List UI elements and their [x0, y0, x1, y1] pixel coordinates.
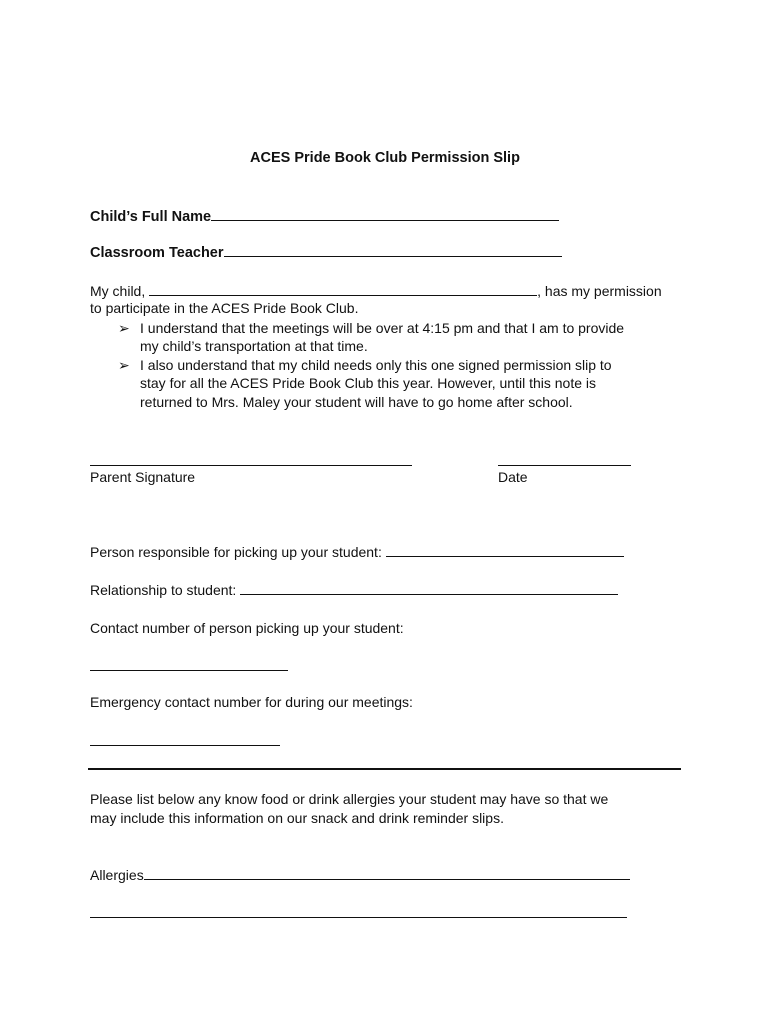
bullet-1-line-1: I understand that the meetings will be over at 4:15 pm and that I am to provide	[140, 320, 625, 336]
bullet-2-line-2: stay for all the ACES Pride Book Club this year. However, until this note is	[140, 375, 596, 391]
teacher-label: Classroom Teacher	[90, 245, 224, 261]
allergy-note-line-2: may include this information on our snack and drink reminder slips.	[90, 810, 504, 826]
allergies-field[interactable]	[144, 866, 630, 880]
pickup-row	[90, 543, 624, 560]
allergies-row	[90, 866, 630, 883]
signature-label: Parent Signature	[90, 469, 196, 485]
allergies-label: Allergies	[90, 867, 144, 883]
allergy-note-line-1: Please list below any know food or drink allergies your student may have so that we	[90, 791, 609, 807]
bullet-2-line-1: I also understand that my child needs only this one signed permission slip to	[140, 357, 612, 373]
permission-line-2: to participate in the ACES Pride Book Club.	[90, 300, 359, 316]
relationship-label: Relationship to student:	[90, 582, 237, 598]
relationship-row	[90, 581, 618, 598]
date-label: Date	[498, 469, 528, 485]
child-name-field[interactable]	[211, 207, 559, 221]
bullet-1-line-2: my child’s transportation at that time.	[140, 338, 368, 354]
child-permission-field[interactable]	[149, 282, 537, 296]
permission-prefix: My child,	[90, 283, 146, 299]
bullet-arrow-icon: ➢	[118, 320, 130, 336]
signature-line[interactable]	[90, 465, 412, 466]
bullet-2-line-3: returned to Mrs. Maley your student will have to go home after school.	[140, 394, 573, 410]
teacher-field[interactable]	[224, 243, 562, 257]
child-name-row	[90, 207, 559, 225]
date-line[interactable]	[498, 465, 631, 466]
section-divider	[88, 768, 681, 770]
contact-label: Contact number of person picking up your student:	[90, 620, 404, 636]
allergies-extra-line[interactable]	[90, 917, 627, 918]
child-name-label: Child’s Full Name	[90, 209, 212, 225]
emergency-label: Emergency contact number for during our meetings:	[90, 694, 413, 710]
teacher-row	[90, 243, 562, 261]
pickup-label: Person responsible for picking up your student:	[90, 544, 382, 560]
permission-suffix: , has my permission	[537, 283, 662, 299]
pickup-field[interactable]	[386, 543, 624, 557]
bullet-arrow-icon: ➢	[118, 357, 130, 373]
relationship-field[interactable]	[240, 581, 618, 595]
permission-line	[90, 282, 662, 299]
page-title: ACES Pride Book Club Permission Slip	[250, 150, 520, 166]
contact-field[interactable]	[90, 670, 288, 671]
emergency-field[interactable]	[90, 745, 280, 746]
